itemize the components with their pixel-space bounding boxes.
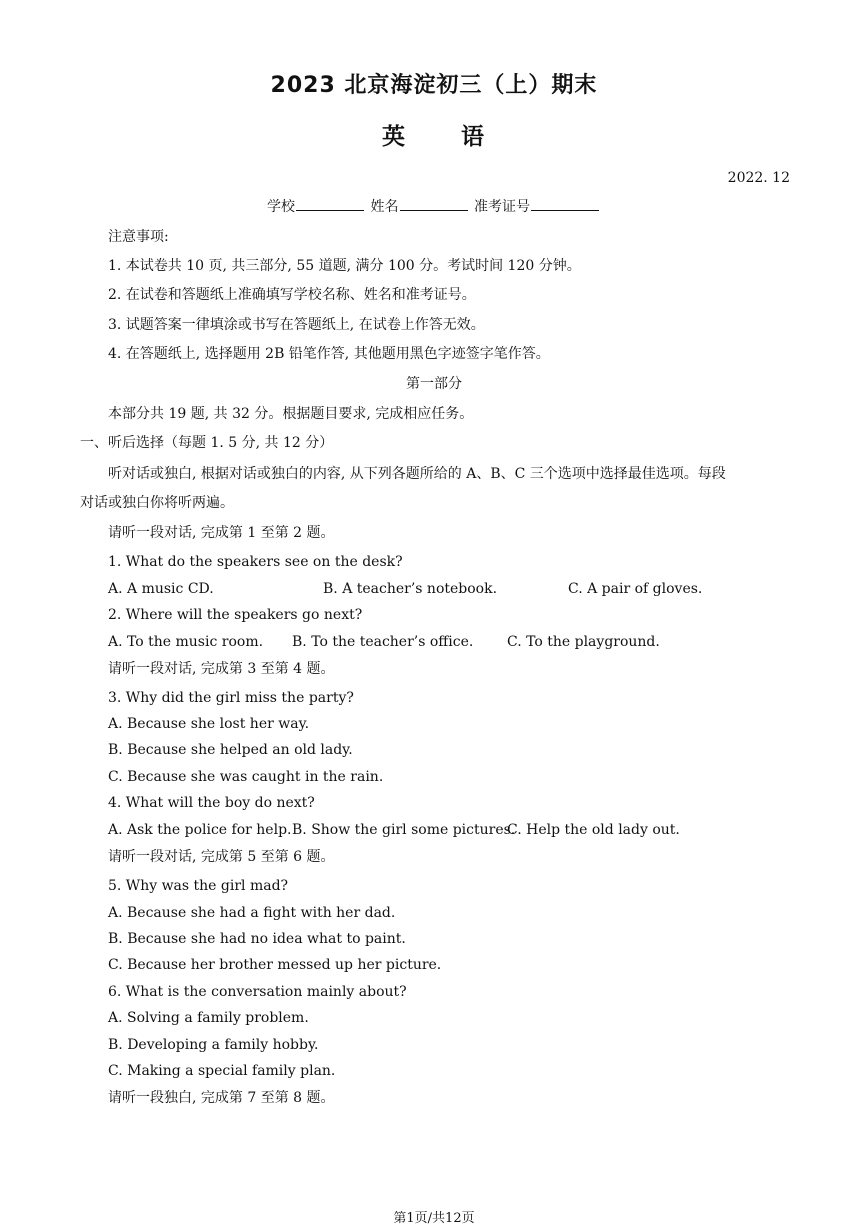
note-item-2: 2. 在试卷和答题纸上准确填写学校名称、姓名和准考证号。 [108,287,476,303]
school-label: 学校 [267,199,296,215]
group-instruction-1: 请听一段对话, 完成第 1 至第 2 题。 [108,525,335,541]
id-label: 准考证号 [473,199,530,215]
question-1-option-a: A. A music CD. [108,581,214,597]
part-intro: 本部分共 19 题, 共 32 分。根据题目要求, 完成相应任务。 [108,406,474,422]
question-2-stem: 2. Where will the speakers go next? [108,607,363,623]
id-blank [531,198,599,211]
question-5-option-a: A. Because she had a fight with her dad. [108,905,396,921]
question-5-option-b: B. Because she had no idea what to paint. [108,931,406,947]
subject-char-1: 英 [382,124,407,150]
question-4-stem: 4. What will the boy do next? [108,795,315,811]
question-3-option-c: C. Because she was caught in the rain. [108,769,384,785]
notes-heading: 注意事项: [108,229,169,245]
part-heading: 第一部分 [406,376,462,392]
question-4-option-a: A. Ask the police for help. [108,822,292,838]
school-blank [296,198,364,211]
question-4-option-b: B. Show the girl some pictures. [292,822,516,838]
instructions-line-2: 对话或独白你将听两遍。 [80,495,234,511]
question-2-option-a: A. To the music room. [108,634,264,650]
section-title: 一、听后选择（每题 1. 5 分, 共 12 分） [80,435,334,451]
question-1-option-b: B. A teacher’s notebook. [323,581,498,597]
question-6-option-b: B. Developing a family hobby. [108,1037,319,1053]
instructions-line-1: 听对话或独白, 根据对话或独白的内容, 从下列各题所给的 A、B、C 三个选项中选择最佳选项。每段 [108,466,726,482]
page-number: 第1页/共12页 [393,1211,475,1226]
note-item-3: 3. 试题答案一律填涂或书写在答题纸上, 在试卷上作答无效。 [108,317,485,333]
group-instruction-2: 请听一段对话, 完成第 3 至第 4 题。 [108,661,335,677]
question-5-stem: 5. Why was the girl mad? [108,878,289,894]
question-2-option-c: C. To the playground. [507,634,660,650]
name-label: 姓名 [370,199,399,215]
group-instruction-4: 请听一段独白, 完成第 7 至第 8 题。 [108,1090,335,1106]
note-item-1: 1. 本试卷共 10 页, 共三部分, 55 道题, 满分 100 分。考试时间 120 分钟。 [108,258,581,274]
question-1-stem: 1. What do the speakers see on the desk? [108,554,403,570]
question-3-option-b: B. Because she helped an old lady. [108,742,353,758]
question-3-stem: 3. Why did the girl miss the party? [108,690,354,706]
name-blank [400,198,468,211]
note-item-4: 4. 在答题纸上, 选择题用 2B 铅笔作答, 其他题用黑色字迹签字笔作答。 [108,346,550,362]
question-2-option-b: B. To the teacher’s office. [292,634,474,650]
question-4-option-c: C. Help the old lady out. [507,822,680,838]
question-6-option-c: C. Making a special family plan. [108,1063,336,1079]
exam-date: 2022. 12 [727,170,790,186]
subject-title [0,118,868,151]
question-6-option-a: A. Solving a family problem. [108,1010,309,1026]
question-1-option-c: C. A pair of gloves. [568,581,703,597]
question-5-option-c: C. Because her brother messed up her picture. [108,957,442,973]
group-instruction-3: 请听一段对话, 完成第 5 至第 6 题。 [108,849,335,865]
exam-title: 2023 北京海淀初三（上）期末 [270,73,598,98]
student-info-fields [0,196,868,216]
subject-char-2: 语 [461,124,486,150]
question-6-stem: 6. What is the conversation mainly about? [108,984,407,1000]
question-3-option-a: A. Because she lost her way. [108,716,310,732]
